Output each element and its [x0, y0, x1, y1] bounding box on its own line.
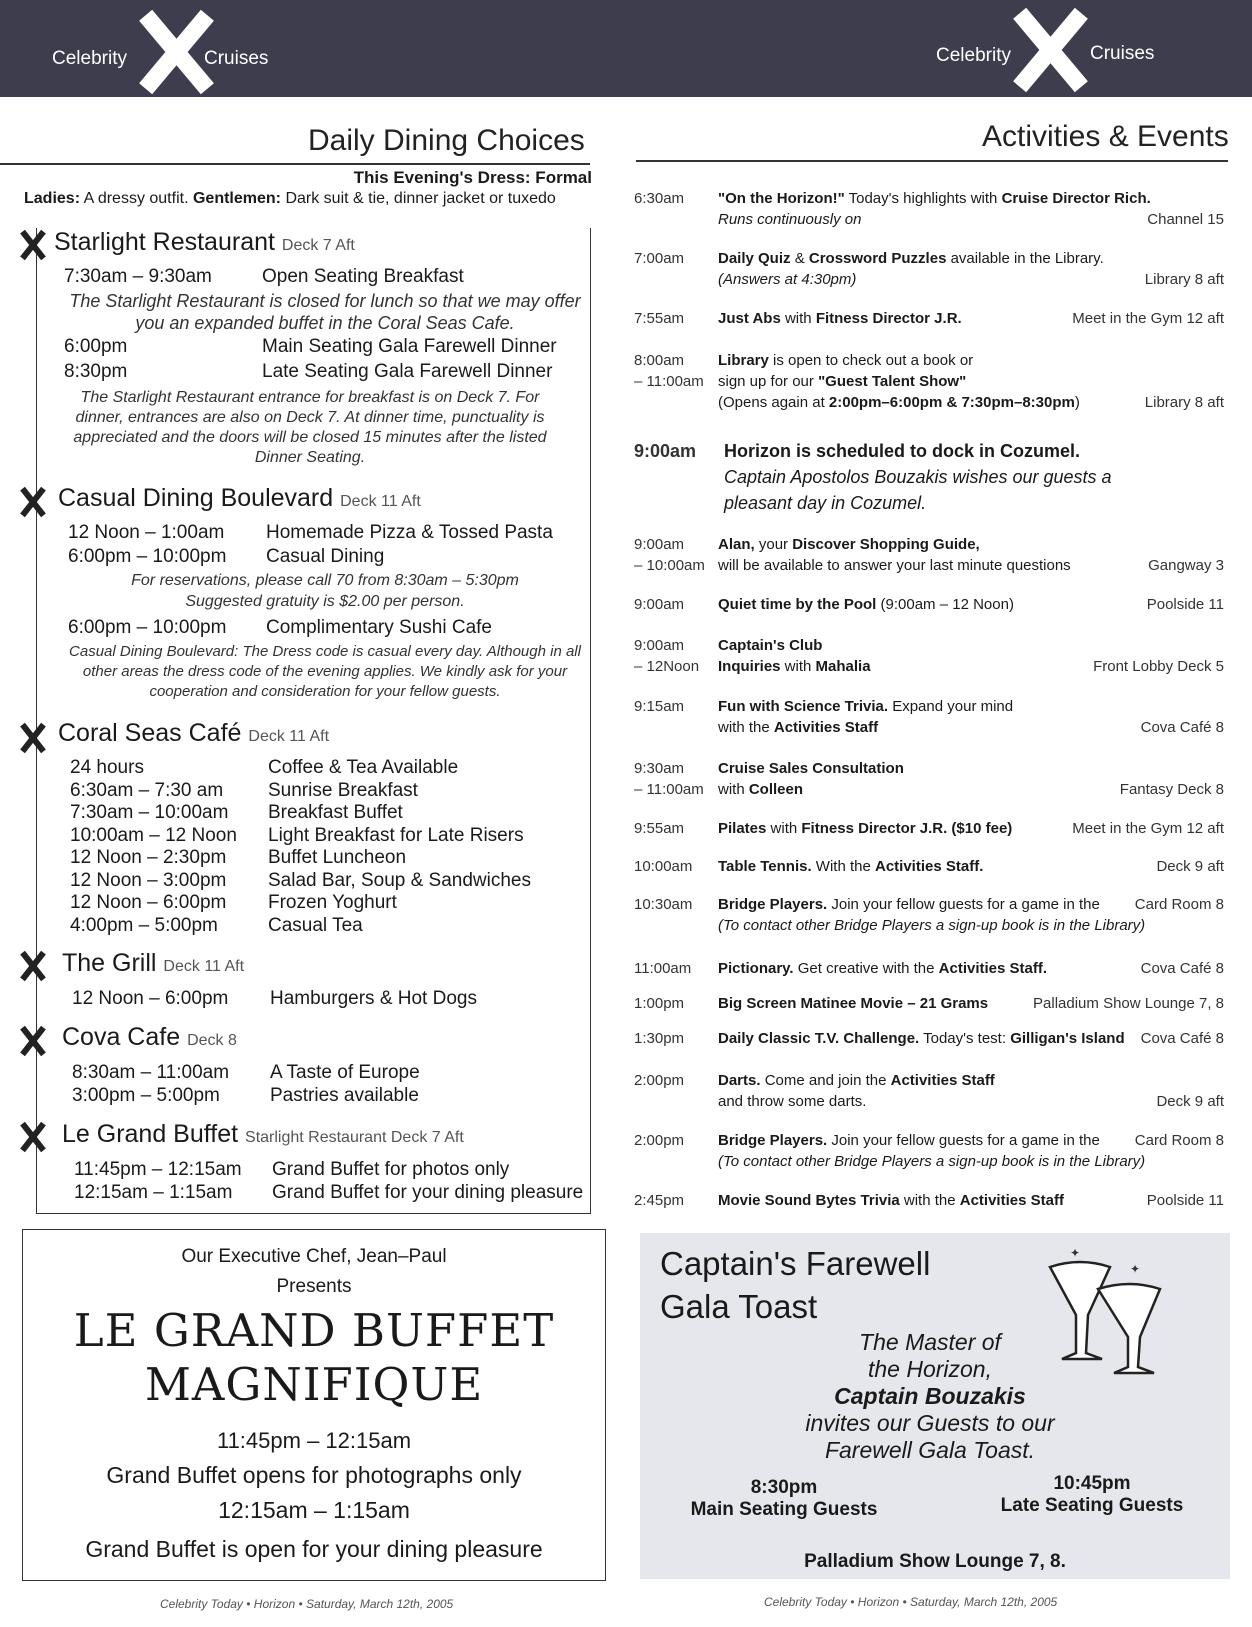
activity-line: [718, 1153, 1145, 1170]
dining-title: Daily Dining Choices: [308, 124, 585, 157]
gentlemen-dress: Dark suit & tie, dinner jacket or tuxedo: [285, 190, 556, 207]
activity-text: with the: [899, 1192, 960, 1209]
activity-line: [718, 1030, 1125, 1047]
footer-right: Celebrity Today • Horizon • Saturday, March 12th, 2005: [764, 1595, 1058, 1609]
casual-row: 12 Noon – 1:00am: [68, 522, 225, 543]
casual-row-desc: Homemade Pizza & Tossed Pasta: [266, 522, 553, 543]
coral-row-desc: Salad Bar, Soup & Sandwiches: [268, 869, 532, 891]
activity-line: [718, 211, 861, 228]
ladies-label: Ladies:: [24, 190, 81, 207]
activity-location: Gangway 3: [1148, 557, 1224, 574]
activity-text: Activities Staff.: [875, 858, 984, 875]
activity-text: 2:00pm–6:00pm & 7:30pm–8:30pm: [828, 394, 1075, 411]
activity-text: Join your fellow guests for a game in the: [827, 1132, 1100, 1149]
activity-location: Deck 9 aft: [1156, 858, 1224, 875]
buffet-title-line2: MAGNIFIQUE: [144, 1358, 484, 1411]
activity-text: Activities Staff: [773, 719, 879, 736]
activity-time: 9:00am: [634, 596, 685, 613]
activity-text: Come and join the: [760, 1072, 891, 1089]
activity-text: Big Screen Matinee Movie – 21 Grams: [718, 995, 989, 1012]
activity-time: 11:00am: [634, 960, 692, 977]
starlight-row: 6:00pm: [64, 336, 128, 357]
gala-venue: Palladium Show Lounge 7, 8.: [804, 1551, 1066, 1572]
activity-location: Poolside 11: [1146, 596, 1224, 613]
activity-line: [718, 271, 856, 288]
gala-line2: the Horizon,: [867, 1356, 992, 1382]
venue-cova-title: Cova Cafe Deck 8: [62, 1023, 237, 1051]
cova-row-desc: Pastries available: [270, 1085, 419, 1106]
coral-row-desc: Buffet Luncheon: [268, 847, 407, 868]
activity-text: Cruise Director Rich.: [1001, 190, 1151, 207]
coral-row: 7:30am – 10:00am: [70, 802, 229, 823]
activity-text: Captain's Club: [718, 637, 823, 654]
activity-line: [718, 658, 871, 675]
activity-text: with the: [718, 719, 774, 736]
gala-captain: Captain Bouzakis: [834, 1383, 1026, 1409]
activity-text: Fun with Science Trivia.: [718, 698, 889, 715]
activity-text: Fitness Director J.R. ($10 fee): [801, 820, 1013, 837]
coral-row-desc: Coffee & Tea Available: [268, 757, 459, 778]
activity-location: Cova Café 8: [1140, 960, 1224, 977]
activity-line: [718, 995, 988, 1012]
activity-time: 7:55am: [634, 310, 685, 327]
coral-row: 10:00am – 12 Noon: [70, 824, 237, 846]
activity-location: Channel 15: [1147, 211, 1224, 228]
buffet-desc2: Grand Buffet is open for your dining pleasure: [85, 1536, 543, 1562]
buffet-row-desc: Grand Buffet for photos only: [272, 1159, 510, 1180]
activity-time: 7:00am: [634, 250, 685, 267]
header-bar: [0, 0, 1252, 97]
buffet-desc1: Grand Buffet opens for photographs only: [106, 1462, 522, 1488]
buffet-row-desc: Grand Buffet for your dining pleasure: [272, 1182, 584, 1203]
chef-intro: Our Executive Chef, Jean–Paul: [181, 1246, 447, 1267]
chef-presents: Presents: [276, 1276, 352, 1297]
activity-text: Captain Apostolos Bouzakis wishes our guests a: [724, 467, 1112, 487]
activity-time-end: – 12Noon: [634, 658, 700, 675]
activity-text: Activities Staff.: [938, 960, 1048, 977]
dress-code-title: This Evening's Dress: Formal: [353, 168, 592, 187]
activity-text: Discover Shopping Guide,: [792, 536, 980, 553]
activity-text: with: [780, 658, 816, 675]
activity-line: [718, 536, 980, 553]
activity-line: [718, 917, 1145, 934]
activity-line: [718, 1132, 1100, 1149]
buffet-row: 11:45pm – 12:15am: [74, 1159, 242, 1180]
activity-location: Meet in the Gym 12 aft: [1072, 310, 1224, 327]
activities-title: Activities & Events: [982, 120, 1229, 153]
activity-text: Mahalia: [815, 658, 871, 675]
grand-buffet-announcement: [22, 1229, 606, 1581]
gala-group-main: Main Seating Guests: [690, 1499, 878, 1520]
activity-time: 9:55am: [634, 820, 685, 837]
activity-text: will be available to answer your last minute questions: [718, 557, 1071, 574]
activity-text: (Answers at 4:30pm): [718, 271, 857, 288]
activity-time: 2:00pm: [634, 1132, 685, 1149]
activity-time: 9:00am: [634, 441, 697, 461]
activity-line: [718, 1093, 866, 1110]
starlight-row-desc: Main Seating Gala Farewell Dinner: [262, 336, 557, 357]
svg-text:✦: ✦: [1070, 1246, 1081, 1260]
activity-text: Just Abs: [718, 310, 781, 327]
cova-row-desc: A Taste of Europe: [270, 1062, 420, 1083]
activity-text: Gilligan's Island: [1010, 1030, 1125, 1047]
coral-row-desc: Breakfast Buffet: [268, 802, 403, 823]
activity-text: Bridge Players.: [718, 896, 828, 913]
gala-time-main: 8:30pm: [750, 1477, 818, 1498]
activity-text: (To contact other Bridge Players a sign-up book is in the Library): [718, 917, 1146, 934]
coral-row-desc: Casual Tea: [268, 914, 363, 936]
venue-casual-title: Casual Dining Boulevard Deck 11 Aft: [58, 484, 421, 512]
activity-text: sign up for our: [718, 373, 819, 390]
activity-location: Cova Café 8: [1140, 1030, 1224, 1047]
activity-line: [718, 557, 1071, 574]
venue-buffet-title: Le Grand Buffet Starlight Restaurant Deck 7 Aft: [62, 1120, 464, 1148]
activity-text: Bridge Players.: [718, 1132, 828, 1149]
venue-starlight-title: Starlight Restaurant Deck 7 Aft: [54, 228, 355, 256]
activity-text: "Guest Talent Show": [818, 373, 967, 390]
activity-line: [718, 1072, 995, 1089]
activity-line: [718, 698, 1013, 715]
activity-time: 2:45pm: [634, 1192, 685, 1209]
activity-location: Card Room 8: [1134, 896, 1224, 913]
buffet-time1: 11:45pm – 12:15am: [216, 1428, 412, 1453]
activity-text: Movie Sound Bytes Trivia: [718, 1192, 900, 1209]
activity-text: Pilates: [718, 820, 767, 837]
activity-text: with: [780, 310, 816, 327]
casual-row-desc: Casual Dining: [266, 546, 385, 567]
activity-text: With the: [811, 858, 875, 875]
casual-row: 6:00pm – 10:00pm: [68, 546, 227, 567]
activity-text: Colleen: [748, 781, 804, 798]
activity-text: is open to check out a book or: [768, 352, 974, 369]
activity-time-end: – 11:00am: [634, 781, 704, 798]
activity-line: [718, 352, 973, 369]
coral-row: 12 Noon – 3:00pm: [70, 869, 227, 891]
activity-text: Activities Staff: [890, 1072, 995, 1089]
activity-text: Daily Classic T.V. Challenge.: [718, 1030, 920, 1047]
casual-note-gratuity: Suggested gratuity is $2.00 per person.: [185, 593, 465, 610]
grill-row-desc: Hamburgers & Hot Dogs: [270, 988, 477, 1009]
activity-line: [718, 394, 1080, 411]
activity-line: [718, 637, 822, 654]
brand-right-cruises: Cruises: [1090, 43, 1155, 64]
activity-line: [718, 760, 904, 777]
gentlemen-label: Gentlemen:: [192, 190, 281, 207]
activity-line: [718, 596, 1014, 613]
activity-line: [718, 820, 1012, 837]
activity-time-end: – 10:00am: [634, 557, 705, 574]
activity-text: Get creative with the: [793, 960, 939, 977]
celebrity-x-logo-right: [1010, 10, 1090, 90]
activity-time: 9:15am: [634, 698, 685, 715]
activity-line: [718, 719, 878, 736]
activity-text: ): [1074, 394, 1080, 411]
ladies-dress: A dressy outfit.: [83, 190, 189, 207]
activity-text: with: [766, 820, 802, 837]
dining-title-rule: [0, 163, 590, 165]
gala-title-line2: Gala Toast: [660, 1288, 818, 1325]
activity-text: &: [790, 250, 809, 267]
activity-line: [718, 190, 1151, 207]
dress-code-detail: [24, 190, 556, 208]
activity-text: Crossword Puzzles: [808, 250, 947, 267]
starlight-row-desc: Open Seating Breakfast: [262, 266, 464, 287]
starlight-row: 7:30am – 9:30am: [64, 266, 212, 287]
cova-row: 8:30am – 11:00am: [72, 1062, 230, 1083]
coral-row: 24 hours: [70, 757, 144, 778]
buffet-title-line1: LE GRAND BUFFET: [73, 1304, 555, 1357]
x-bullet-icon: [18, 487, 48, 517]
coral-row-desc: Sunrise Breakfast: [268, 779, 418, 801]
activity-line: [718, 858, 983, 875]
activity-text: and throw some darts.: [718, 1093, 867, 1110]
activity-text: Darts.: [718, 1072, 761, 1089]
activity-text: Activities Staff: [959, 1192, 1064, 1209]
starlight-note-lunch: The Starlight Restaurant is closed for lunch so that we may offer you an expanded buffet in the Coral Seas Cafe.: [69, 291, 581, 333]
activity-text: Runs continuously on: [718, 211, 862, 228]
activity-time: 2:00pm: [634, 1072, 685, 1089]
activity-line: [718, 896, 1100, 913]
activity-location: Library 8 aft: [1144, 271, 1224, 288]
x-bullet-icon: [18, 951, 48, 981]
activity-line: [724, 441, 1080, 462]
starlight-note-entrance: The Starlight Restaurant entrance for breakfast is on Deck 7. For dinner, entrances are also on Deck 7. At dinner time, punctuality is appreciated and the doors will be closed 15 minutes after the listed Dinner Seating.: [73, 389, 547, 466]
activity-text: "On the Horizon!": [718, 190, 845, 207]
activity-text: available in the Library.: [946, 250, 1104, 267]
activity-time: 1:00pm: [634, 995, 685, 1012]
activity-text: Inquiries: [718, 658, 781, 675]
starlight-row-desc: Late Seating Gala Farewell Dinner: [262, 361, 553, 382]
activity-text: Horizon is scheduled to dock in Cozumel.: [724, 441, 1081, 461]
grill-row: 12 Noon – 6:00pm: [72, 988, 229, 1009]
activity-line: [718, 960, 1047, 977]
activity-time: 9:30am: [634, 760, 685, 777]
activity-text: Fitness Director J.R.: [815, 310, 962, 327]
activity-line: [718, 310, 962, 327]
activity-line: [724, 493, 926, 514]
activity-text: Join your fellow guests for a game in the: [827, 896, 1100, 913]
activity-text: Quiet time by the Pool: [718, 596, 877, 613]
activity-location: Cova Café 8: [1140, 719, 1224, 736]
buffet-row: 12:15am – 1:15am: [74, 1182, 233, 1203]
gala-line1: The Master of: [859, 1329, 1001, 1355]
activity-location: Front Lobby Deck 5: [1093, 658, 1224, 675]
x-bullet-icon: [18, 230, 48, 260]
activity-time: 8:00am: [634, 352, 685, 369]
activity-location: Palladium Show Lounge 7, 8: [1033, 995, 1224, 1012]
farewell-gala-toast: [640, 1233, 1230, 1579]
activity-line: [718, 781, 803, 798]
x-bullet-icon: [18, 1122, 48, 1152]
activity-time: 1:30pm: [634, 1030, 685, 1047]
buffet-time2: 12:15am – 1:15am: [218, 1497, 410, 1523]
venue-coral-title: Coral Seas Café Deck 11 Aft: [58, 719, 330, 747]
activity-text: with: [718, 781, 749, 798]
activity-line: [724, 467, 1112, 488]
activity-location: Deck 9 aft: [1156, 1093, 1224, 1110]
activity-location: Library 8 aft: [1144, 394, 1224, 411]
activity-time: 10:00am: [634, 858, 693, 875]
svg-text:✦: ✦: [1130, 1262, 1141, 1276]
activity-text: Alan,: [718, 536, 755, 553]
venue-grill-title: The Grill Deck 11 Aft: [62, 949, 245, 977]
activity-text: Today's test:: [919, 1030, 1011, 1047]
activity-line: [718, 1192, 1064, 1209]
coral-row: 12 Noon – 2:30pm: [70, 847, 227, 868]
activity-location: Meet in the Gym 12 aft: [1072, 820, 1224, 837]
activity-time: 6:30am: [634, 190, 685, 207]
activity-time-end: – 11:00am: [634, 373, 704, 390]
activity-location: Card Room 8: [1134, 1132, 1224, 1149]
activity-location: Poolside 11: [1146, 1192, 1224, 1209]
footer-left: Celebrity Today • Horizon • Saturday, March 12th, 2005: [160, 1597, 454, 1611]
gala-group-late: Late Seating Guests: [1000, 1495, 1184, 1516]
activity-text: Table Tennis.: [718, 858, 812, 875]
gala-line4: invites our Guests to our: [805, 1410, 1055, 1436]
activity-time: 9:00am: [634, 536, 685, 553]
activity-text: Cruise Sales Consultation: [718, 760, 904, 777]
coral-row-desc: Light Breakfast for Late Risers: [268, 824, 524, 846]
activity-text: (9:00am – 12 Noon): [876, 596, 1014, 613]
casual-row-desc: Complimentary Sushi Cafe: [266, 617, 492, 638]
gala-time-late: 10:45pm: [1053, 1473, 1131, 1494]
activity-time: 10:30am: [634, 896, 693, 913]
gala-title-line1: Captain's Farewell: [660, 1245, 931, 1282]
coral-row-desc: Frozen Yoghurt: [268, 892, 397, 913]
coral-row: 6:30am – 7:30 am: [70, 779, 224, 801]
activity-line: [718, 373, 966, 390]
activity-text: pleasant day in Cozumel.: [724, 493, 927, 513]
brand-left-cruises: Cruises: [204, 48, 269, 69]
x-bullet-icon: [18, 1026, 48, 1056]
starlight-row: 8:30pm: [64, 361, 128, 382]
activity-text: Library: [718, 352, 769, 369]
casual-note-reservations: For reservations, please call 70 from 8:30am – 5:30pm: [131, 572, 519, 589]
activity-text: Pictionary.: [718, 960, 794, 977]
activity-text: Today's highlights with: [844, 190, 1002, 207]
casual-row: 6:00pm – 10:00pm: [68, 617, 227, 638]
brand-left-celebrity: Celebrity: [52, 48, 127, 69]
activity-text: (To contact other Bridge Players a sign-up book is in the Library): [718, 1153, 1146, 1170]
coral-row: 12 Noon – 6:00pm: [70, 892, 227, 913]
coral-row: 4:00pm – 5:00pm: [70, 914, 218, 936]
activities-title-rule: [636, 160, 1228, 162]
casual-note-dresscode: Casual Dining Boulevard: The Dress code is casual every day. Although in all other areas the dress code of the evening applies. We kindly ask for your cooperation and consideration for your fellow guests.: [69, 643, 581, 700]
activity-text: (Opens again at: [718, 394, 829, 411]
activity-time: 9:00am: [634, 637, 685, 654]
activity-text: Daily Quiz: [718, 250, 791, 267]
activity-location: Fantasy Deck 8: [1119, 781, 1224, 798]
x-bullet-icon: [18, 723, 48, 753]
brand-right-celebrity: Celebrity: [936, 45, 1011, 66]
gala-line5: Farewell Gala Toast.: [824, 1437, 1036, 1463]
cova-row: 3:00pm – 5:00pm: [72, 1085, 220, 1106]
activity-line: [718, 250, 1104, 267]
activity-text: Expand your mind: [888, 698, 1014, 715]
activity-text: your: [754, 536, 793, 553]
